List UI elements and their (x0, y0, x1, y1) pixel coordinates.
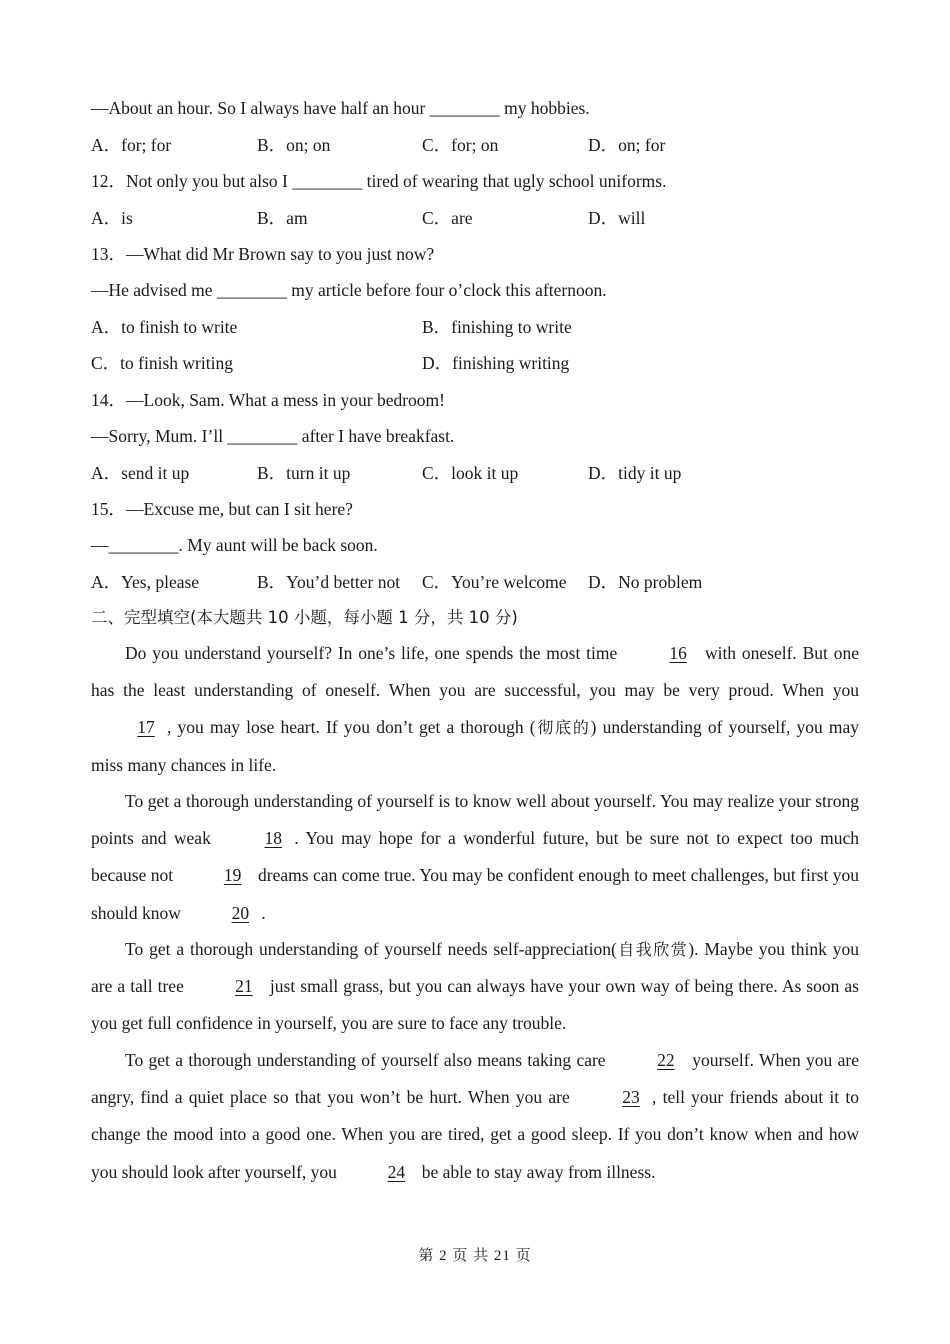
passage-text: yourself. When you are angry, find a quiet place so that you won’t be hurt. When you are (91, 1050, 859, 1108)
q15-option-d[interactable]: D．No problem (588, 572, 703, 592)
q13-option-c[interactable]: C．to finish writing (91, 353, 233, 373)
blank-20[interactable]: 20 (231, 902, 250, 923)
passage-text: . You may hope for a wonderful future, but be sure not to expect too much because not (91, 828, 859, 886)
q11-option-c[interactable]: C．for; on (422, 135, 499, 155)
page-footer: 第 2 页 共 21 页 (418, 1248, 532, 1264)
q14-option-d[interactable]: D．tidy it up (588, 463, 682, 483)
blank-18[interactable]: 18 (264, 828, 282, 849)
q14-option-b[interactable]: B．turn it up (257, 463, 351, 483)
blank-22[interactable]: 22 (657, 1050, 675, 1070)
blank-21[interactable]: 21 (235, 976, 253, 997)
passage-text: with oneself. But one has the least understanding of oneself. When you are successful, you may be very proud. When you (91, 643, 859, 701)
q11-option-a[interactable]: A．for; for (91, 135, 172, 155)
q11-answer-line: —About an hour. So I always have half an hour ________ my hobbies. (91, 98, 590, 118)
passage-text: ) understanding of yourself, you may miss many chances in life. (91, 717, 859, 775)
q15-answer-line: —________. My aunt will be back soon. (91, 535, 378, 555)
blank-19[interactable]: 19 (223, 865, 242, 886)
q12-stem: 12．Not only you but also I ________ tired of wearing that ugly school uniforms. (91, 171, 667, 191)
passage-text: ). Maybe you think you are a tall tree (91, 939, 859, 997)
q15-option-a[interactable]: A．Yes, please (91, 572, 200, 592)
q11-option-b[interactable]: B．on; on (257, 135, 331, 155)
q13-answer-line: —He advised me ________ my article before four o’clock this afternoon. (91, 280, 607, 300)
blank-16[interactable]: 16 (669, 643, 687, 663)
q13-option-d[interactable]: D．finishing writing (422, 353, 570, 373)
blank-24[interactable]: 24 (387, 1161, 406, 1182)
q14-answer-line: —Sorry, Mum. I’ll ________ after I have breakfast. (91, 426, 455, 446)
q15-option-b[interactable]: B．You’d better not (257, 572, 401, 592)
blank-23[interactable]: 23 (622, 1087, 640, 1108)
passage-text: To get a thorough understanding of yourself also means taking care (125, 1050, 611, 1070)
q12-option-c[interactable]: C．are (422, 208, 473, 228)
passage-text: be able to stay away from illness. (417, 1161, 656, 1182)
q13-stem: 13．—What did Mr Brown say to you just now? (91, 244, 435, 264)
blank-17[interactable]: 17 (137, 717, 155, 738)
passage-text: . (261, 902, 266, 923)
passage-text: just small grass, but you can always have your own way of being there. As soon as you get full confidence in yourself, you are sure to face any trouble. (91, 976, 859, 1034)
q12-option-d[interactable]: D．will (588, 208, 646, 228)
q15-stem: 15．—Excuse me, but can I sit here? (91, 499, 353, 519)
q12-option-b[interactable]: B．am (257, 208, 308, 228)
q12-option-a[interactable]: A．is (91, 208, 133, 228)
passage-text: , you may lose heart. If you don’t get a thorough ( (167, 717, 536, 738)
chinese-gloss: 自我欣赏 (616, 940, 689, 959)
q14-option-a[interactable]: A．send it up (91, 463, 190, 483)
q14-stem: 14．—Look, Sam. What a mess in your bedroom! (91, 390, 445, 410)
passage-text: dreams can come true. You may be confident enough to meet challenges, but first you should know (91, 865, 859, 923)
passage-text: Do you understand yourself? In one’s life, one spends the most time (125, 643, 624, 663)
section-heading: 二、完型填空(本大题共 10 小题，每小题 1 分，共 10 分) (91, 608, 518, 627)
q14-option-c[interactable]: C．look it up (422, 463, 519, 483)
passage-text: , tell your friends about it to change the mood into a good one. When you are tired, get a good sleep. If you don’t know when and how you should look after yourself, you (91, 1087, 859, 1182)
q11-option-d[interactable]: D．on; for (588, 135, 666, 155)
q13-option-b[interactable]: B．finishing to write (422, 317, 572, 337)
passage-paragraph-1 (91, 635, 859, 784)
q15-option-c[interactable]: C．You’re welcome (422, 572, 567, 592)
passage-paragraph-2 (91, 783, 859, 932)
chinese-gloss: 彻底的 (535, 718, 591, 738)
q13-option-a[interactable]: A．to finish to write (91, 317, 238, 337)
passage-paragraph-4 (91, 1042, 859, 1191)
passage-text: To get a thorough understanding of yourself is to know well about yourself. You may realize your strong points and weak (91, 791, 859, 849)
passage-text: To get a thorough understanding of yourself needs self-appreciation( (125, 939, 617, 959)
passage-paragraph-3 (91, 931, 859, 1043)
